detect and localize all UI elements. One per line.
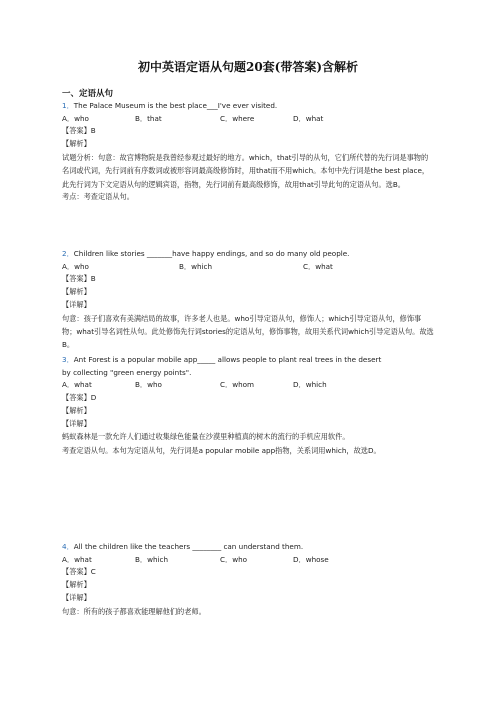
analysis-label: 【解析】 [62, 579, 91, 589]
option-c: C．what [303, 261, 333, 271]
option-a: A．what [62, 380, 92, 390]
answer: 【答案】B [62, 126, 96, 136]
options [62, 113, 437, 126]
analysis-text-2: 考查定语从句。本句为定语从句，先行词是a popular mobile app指物，关系词用which，故选D。 [62, 445, 381, 455]
option-d: D．which [293, 380, 327, 390]
question-number: 4． [62, 542, 74, 551]
question-4 [62, 541, 437, 618]
options [62, 261, 437, 274]
answer: 【答案】B [62, 274, 96, 284]
detail-label: 【详解】 [62, 418, 91, 428]
answer: 【答案】C [62, 567, 96, 577]
exam-point: 考点：考查定语从句。 [62, 192, 134, 201]
answer: 【答案】D [62, 393, 97, 402]
options [62, 379, 437, 392]
options [62, 554, 437, 567]
analysis-label: 【解析】 [62, 405, 91, 415]
option-b: B．that [135, 113, 162, 123]
option-d: D．what [293, 113, 324, 123]
option-c: C．whom [220, 380, 255, 390]
question-stem: 4．All the children like the teachers ________ can understand them. [62, 542, 304, 551]
analysis-text: 句意：所有的孩子都喜欢能理解他们的老师。 [62, 606, 206, 616]
analysis-text: 句意：孩子们喜欢有美满结局的故事，许多老人也是。who引导定语从句，修饰人；which引导定语从句，修饰事物；what引导名词性从句。此处修饰先行词stories的定语从句，修饰事物，故用关系代词which引导定语从句。故选B。 [62, 313, 434, 350]
analysis-text: 蚂蚁森林是一款允许人们通过收集绿色能量在沙漠里种植真的树木的流行的手机应用软件。 [62, 432, 350, 442]
question-stem: 3．Ant Forest is a popular mobile app_____ allows people to plant real trees in the desert by collecting "green energy points". [62, 355, 382, 378]
question-number: 2． [62, 249, 74, 258]
detail-label: 【详解】 [62, 299, 91, 309]
option-b: B．who [135, 380, 162, 390]
document-title: 初中英语定语从句题20套(带答案)含解析 [137, 60, 359, 74]
option-c: C．who [220, 554, 248, 564]
option-a: A．who [62, 113, 89, 123]
option-b: B．which [179, 261, 213, 271]
section-heading: 一、定语从句 [62, 89, 114, 99]
question-stem: 2．Children like stories _______have happy endings, and so do many old people. [62, 249, 350, 258]
analysis-label: 【解析】 [62, 138, 91, 148]
option-a: A．who [62, 261, 89, 271]
question-number: 1． [62, 101, 74, 110]
analysis-label: 【解析】 [62, 286, 91, 296]
question-number: 3． [62, 355, 74, 364]
question-1 [62, 100, 437, 204]
option-b: B．which [135, 554, 169, 564]
option-d: D．whose [293, 554, 329, 564]
detail-label: 【详解】 [62, 592, 91, 602]
option-c: C．where [220, 113, 255, 123]
analysis-text: 试题分析：句意：故宫博物院是我曾经参观过最好的地方。which，that引导的从句，它们所代替的先行词是事物的名词或代词，先行词前有序数词或被形容词最高级修饰时，用that而不用which。本句中先行词是the best place，此先行词为下文定语从句的逻辑宾语，指物，先行词前有最高级修饰，故用that引导此句的定语从句。选B。 [62, 152, 430, 189]
question-stem: 1．The Palace Museum is the best place___I've ever visited. [62, 101, 278, 110]
option-a: A．what [62, 554, 92, 564]
question-2 [62, 248, 437, 352]
question-3 [62, 353, 437, 457]
